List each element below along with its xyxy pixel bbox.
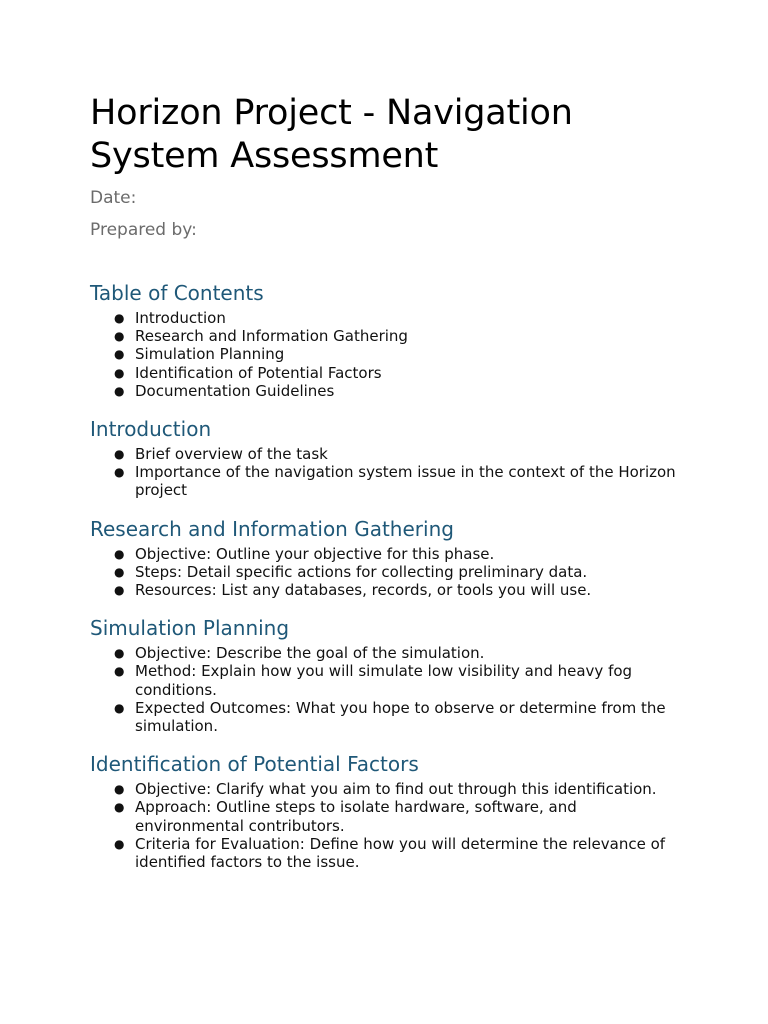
bullet-icon: ● (114, 564, 125, 579)
research-heading: Research and Information Gathering (90, 516, 454, 541)
list-item: ● Criteria for Evaluation: Define how you will determine the relevance of identified factors to the issue. (114, 834, 666, 872)
list-item: ● Objective: Clarify what you aim to find out through this identification. (114, 780, 657, 799)
research-section (90, 516, 678, 600)
list-item: ● Brief overview of the task (114, 445, 328, 464)
bullet-icon: ● (114, 583, 125, 598)
bullet-icon: ● (114, 465, 125, 480)
toc-item-factors: ● Identification of Potential Factors (114, 363, 382, 382)
bullet-icon: ● (114, 800, 125, 815)
bullet-icon: ● (114, 347, 125, 362)
toc-item-documentation: ● Documentation Guidelines (114, 381, 335, 400)
bullet-icon: ● (114, 836, 125, 851)
bullet-icon: ● (114, 329, 125, 344)
list-item: ● Importance of the navigation system issue in the context of the Horizon project (114, 463, 676, 500)
list-item: ● Steps: Detail specific actions for collecting preliminary data. (114, 562, 588, 581)
introduction-section (90, 416, 678, 500)
prepared-by-label: Prepared by: (90, 220, 197, 240)
introduction-heading: Introduction (90, 417, 212, 442)
factors-heading: Identification of Potential Factors (90, 752, 419, 777)
bullet-icon: ● (114, 700, 125, 715)
document-title: Horizon Project - Navigation System Assessment (90, 93, 573, 176)
date-label: Date: (90, 188, 137, 208)
list-item: ● Method: Explain how you will simulate low visibility and heavy fog conditions. (114, 662, 633, 699)
list-item: ● Approach: Outline steps to isolate hardware, software, and environmental contributors. (114, 798, 577, 835)
toc-item-introduction: ● Introduction (114, 309, 226, 327)
bullet-icon: ● (114, 646, 125, 661)
list-item: ● Objective: Outline your objective for this phase. (114, 544, 495, 563)
bullet-icon: ● (114, 383, 125, 398)
list-item: ● Resources: List any databases, records, or tools you will use. (114, 581, 592, 600)
simulation-heading: Simulation Planning (90, 616, 290, 641)
toc-item-research: ● Research and Information Gathering (114, 327, 408, 346)
bullet-icon: ● (114, 311, 125, 325)
introduction-list (90, 445, 678, 500)
list-item: ● Objective: Describe the goal of the simulation. (114, 644, 485, 663)
list-item: ● Expected Outcomes: What you hope to observe or determine from the simulation. (114, 698, 666, 736)
simulation-list (90, 644, 678, 735)
bullet-icon: ● (114, 782, 125, 797)
bullet-icon: ● (114, 447, 125, 462)
factors-list (90, 780, 678, 871)
factors-section (90, 751, 678, 871)
toc-item-simulation: ● Simulation Planning (114, 345, 285, 364)
table-of-contents-section (90, 280, 678, 400)
toc-list (90, 309, 678, 400)
simulation-section (90, 615, 678, 735)
toc-heading: Table of Contents (90, 281, 264, 305)
research-list (90, 545, 678, 600)
bullet-icon: ● (114, 365, 125, 380)
bullet-icon: ● (114, 546, 125, 561)
bullet-icon: ● (114, 664, 125, 679)
